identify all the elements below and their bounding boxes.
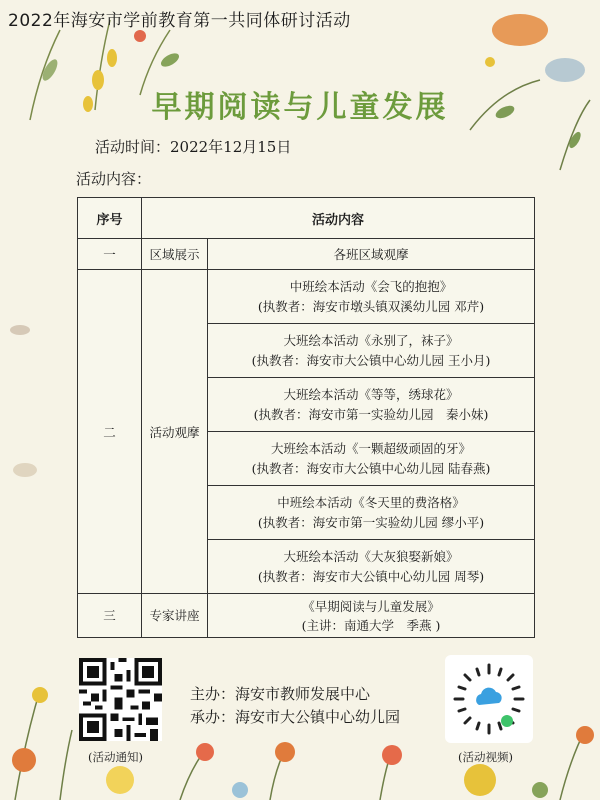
- table-row: [78, 270, 535, 324]
- row-type: 活动观摩: [142, 270, 208, 594]
- activity-title: 中班绘本活动《冬天里的费洛格》: [277, 494, 465, 510]
- qr-code-notice[interactable]: [79, 658, 162, 741]
- row-no: 一: [78, 239, 142, 270]
- activity-cell: [208, 324, 535, 378]
- lecture-cell: [208, 594, 535, 638]
- row-type: 区域展示: [142, 239, 208, 270]
- lecture-title: 《早期阅读与儿童发展》: [302, 598, 440, 614]
- activity-teacher: (执教者：海安市第一实验幼儿园 秦小妹): [253, 406, 489, 422]
- qr-video-label: (活动视频): [458, 750, 513, 764]
- activity-title: 大班绘本活动《等等，绣球花》: [283, 386, 459, 402]
- host-organization: 主办：海安市教师发展中心: [190, 685, 371, 703]
- qr-notice-label: (活动通知): [88, 750, 143, 764]
- header-no: 序号: [78, 198, 142, 239]
- activity-cell: [208, 378, 535, 432]
- page-title: 早期阅读与儿童发展: [151, 90, 449, 125]
- lecture-speaker: (主讲：南通大学 季燕 ): [301, 617, 441, 633]
- activity-teacher: (执教者：海安市第一实验幼儿园 缪小平): [257, 514, 485, 530]
- activity-cell: [208, 486, 535, 540]
- activity-cell: [208, 270, 535, 324]
- header-content: 活动内容: [142, 198, 535, 239]
- table-row: [78, 239, 535, 270]
- schedule-table: [77, 197, 535, 638]
- activity-time: 活动时间：2022年12月15日: [95, 138, 292, 156]
- activity-cell: [208, 432, 535, 486]
- activity-title: 大班绘本活动《大灰狼娶新娘》: [283, 548, 459, 564]
- activity-title: 大班绘本活动《永别了，袜子》: [283, 332, 459, 348]
- activity-teacher: (执教者：海安市墩头镇双溪幼儿园 邓芹): [257, 298, 485, 314]
- organizer-organization: 承办：海安市大公镇中心幼儿园: [190, 708, 401, 726]
- activity-title: 中班绘本活动《会飞的抱抱》: [289, 278, 453, 294]
- activity-teacher: (执教者：海安市大公镇中心幼儿园 陆春燕): [251, 460, 491, 476]
- table-row: [78, 594, 535, 638]
- table-header-row: [78, 198, 535, 239]
- activity-teacher: (执教者：海安市大公镇中心幼儿园 周琴): [257, 568, 485, 584]
- activity-title: 大班绘本活动《一颗超级顽固的牙》: [270, 440, 471, 456]
- activity-cell: [208, 540, 535, 594]
- activity-teacher: (执教者：海安市大公镇中心幼儿园 王小月): [251, 352, 491, 368]
- row-content: 各班区域观摩: [208, 239, 535, 270]
- row-no: 三: [78, 594, 142, 638]
- row-type: 专家讲座: [142, 594, 208, 638]
- mini-program-code-video[interactable]: [445, 655, 533, 743]
- event-series-title: 2022年海安市学前教育第一共同体研讨活动: [8, 11, 351, 31]
- row-no: 二: [78, 270, 142, 594]
- activity-content-label: 活动内容：: [76, 170, 152, 188]
